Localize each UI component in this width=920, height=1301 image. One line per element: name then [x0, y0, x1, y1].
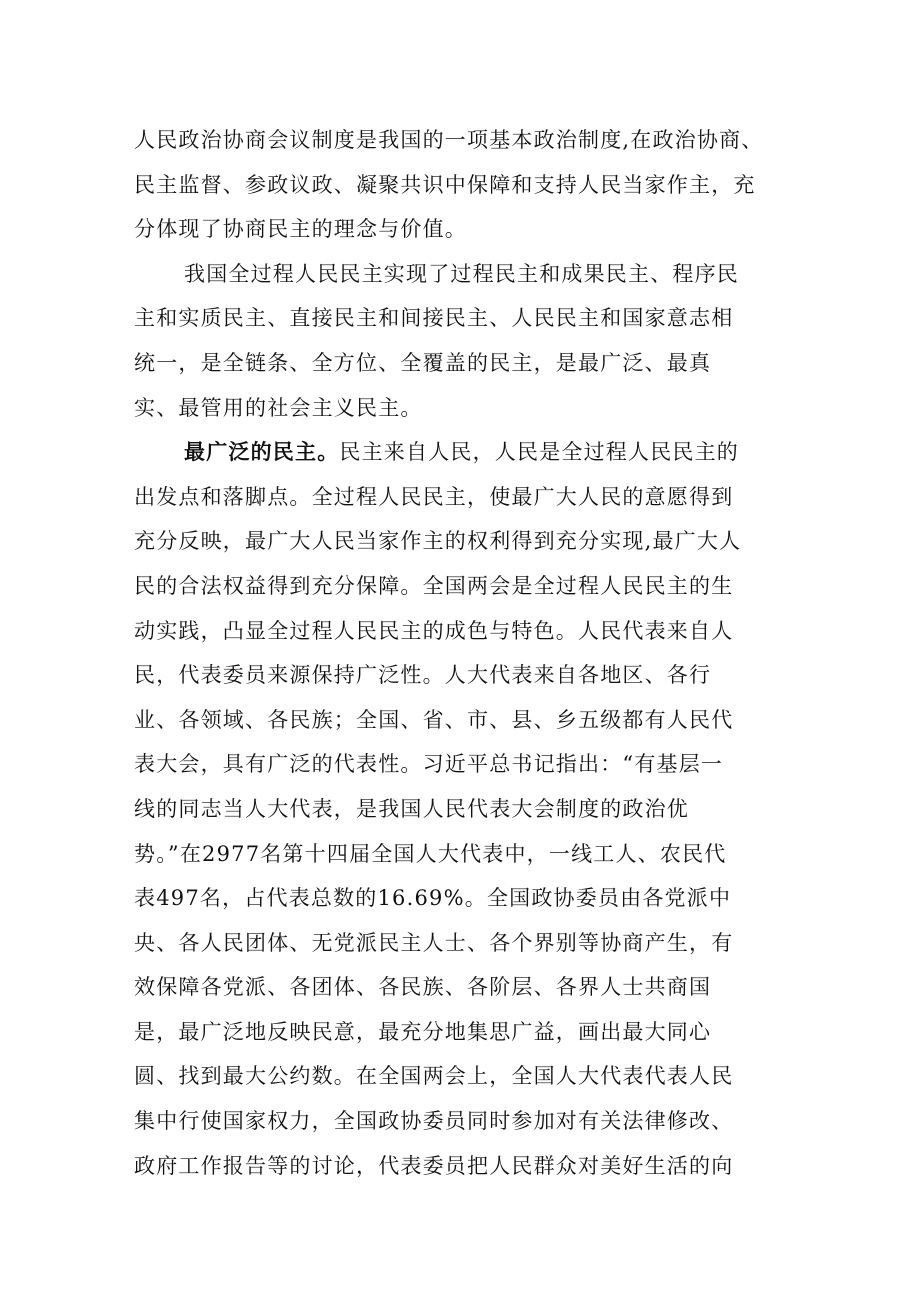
paragraph-broadest-democracy: [134, 430, 794, 1188]
paragraph-cppcc-system: [134, 118, 794, 252]
text-line: 分体现了协商民主的理念与价值。: [134, 217, 467, 242]
text-line: 是，最广泛地反映民意，最充分地集思广益，画出最大同心: [134, 1019, 712, 1044]
text-line: 业、各领域、各民族；全国、省、市、县、乡五级都有人民代: [134, 707, 734, 732]
text-line: 民主监督、参政议政、凝聚共识中保障和支持人民当家作主，充: [134, 172, 756, 197]
text-line: 实、最管用的社会主义民主。: [134, 395, 423, 420]
paragraph-whole-process-democracy: [134, 252, 794, 430]
text-line: 势。”在2977名第十四届全国人大代表中，一线工人、农民代: [134, 841, 727, 866]
text-line: 线的同志当人大代表，是我国人民代表大会制度的政治优: [134, 796, 689, 821]
text-line: 集中行使国家权力，全国政协委员同时参加对有关法律修改、: [134, 1109, 734, 1134]
text-line: 出发点和落脚点。全过程人民民主，使最广大人民的意愿得到: [134, 484, 734, 509]
text-line-with-heading: [134, 430, 794, 475]
text-line: 主和实质民主、直接民主和间接民主、人民民主和国家意志相: [134, 306, 734, 331]
text-line: 圆、找到最大公约数。在全国两会上，全国人大代表代表人民: [134, 1064, 734, 1089]
text-line: 充分反映，最广大人民当家作主的权利得到充分实现,最广大人: [134, 529, 742, 554]
text-line: 央、各人民团体、无党派民主人士、各个界别等协商产生，有: [134, 930, 734, 955]
text-line: 统一，是全链条、全方位、全覆盖的民主，是最广泛、最真: [134, 350, 712, 375]
text-line: 表大会，具有广泛的代表性。习近平总书记指出：“有基层一: [134, 752, 724, 777]
paragraph-heading: 最广泛的民主。: [184, 439, 340, 465]
text-line: 动实践，凸显全过程人民民主的成色与特色。人民代表来自人: [134, 618, 734, 643]
text-line: 效保障各党派、各团体、各民族、各阶层、各界人士共商国: [134, 975, 712, 1000]
text-line: 我国全过程人民民主实现了过程民主和成果民主、程序民: [184, 261, 739, 286]
text-line: 表497名，占代表总数的16.69%。全国政协委员由各党派中: [134, 886, 732, 911]
text-line: 政府工作报告等的讨论，代表委员把人民群众对美好生活的向: [134, 1153, 734, 1178]
text-line: 人民政治协商会议制度是我国的一项基本政治制度,在政治协商、: [134, 128, 764, 152]
document-body: [134, 118, 794, 1188]
text-run: 民主来自人民，人民是全过程人民民主的: [339, 440, 740, 465]
text-line: 民，代表委员来源保持广泛性。人大代表来自各地区、各行: [134, 663, 712, 688]
text-line: 民的合法权益得到充分保障。全国两会是全过程人民民主的生: [134, 573, 734, 598]
